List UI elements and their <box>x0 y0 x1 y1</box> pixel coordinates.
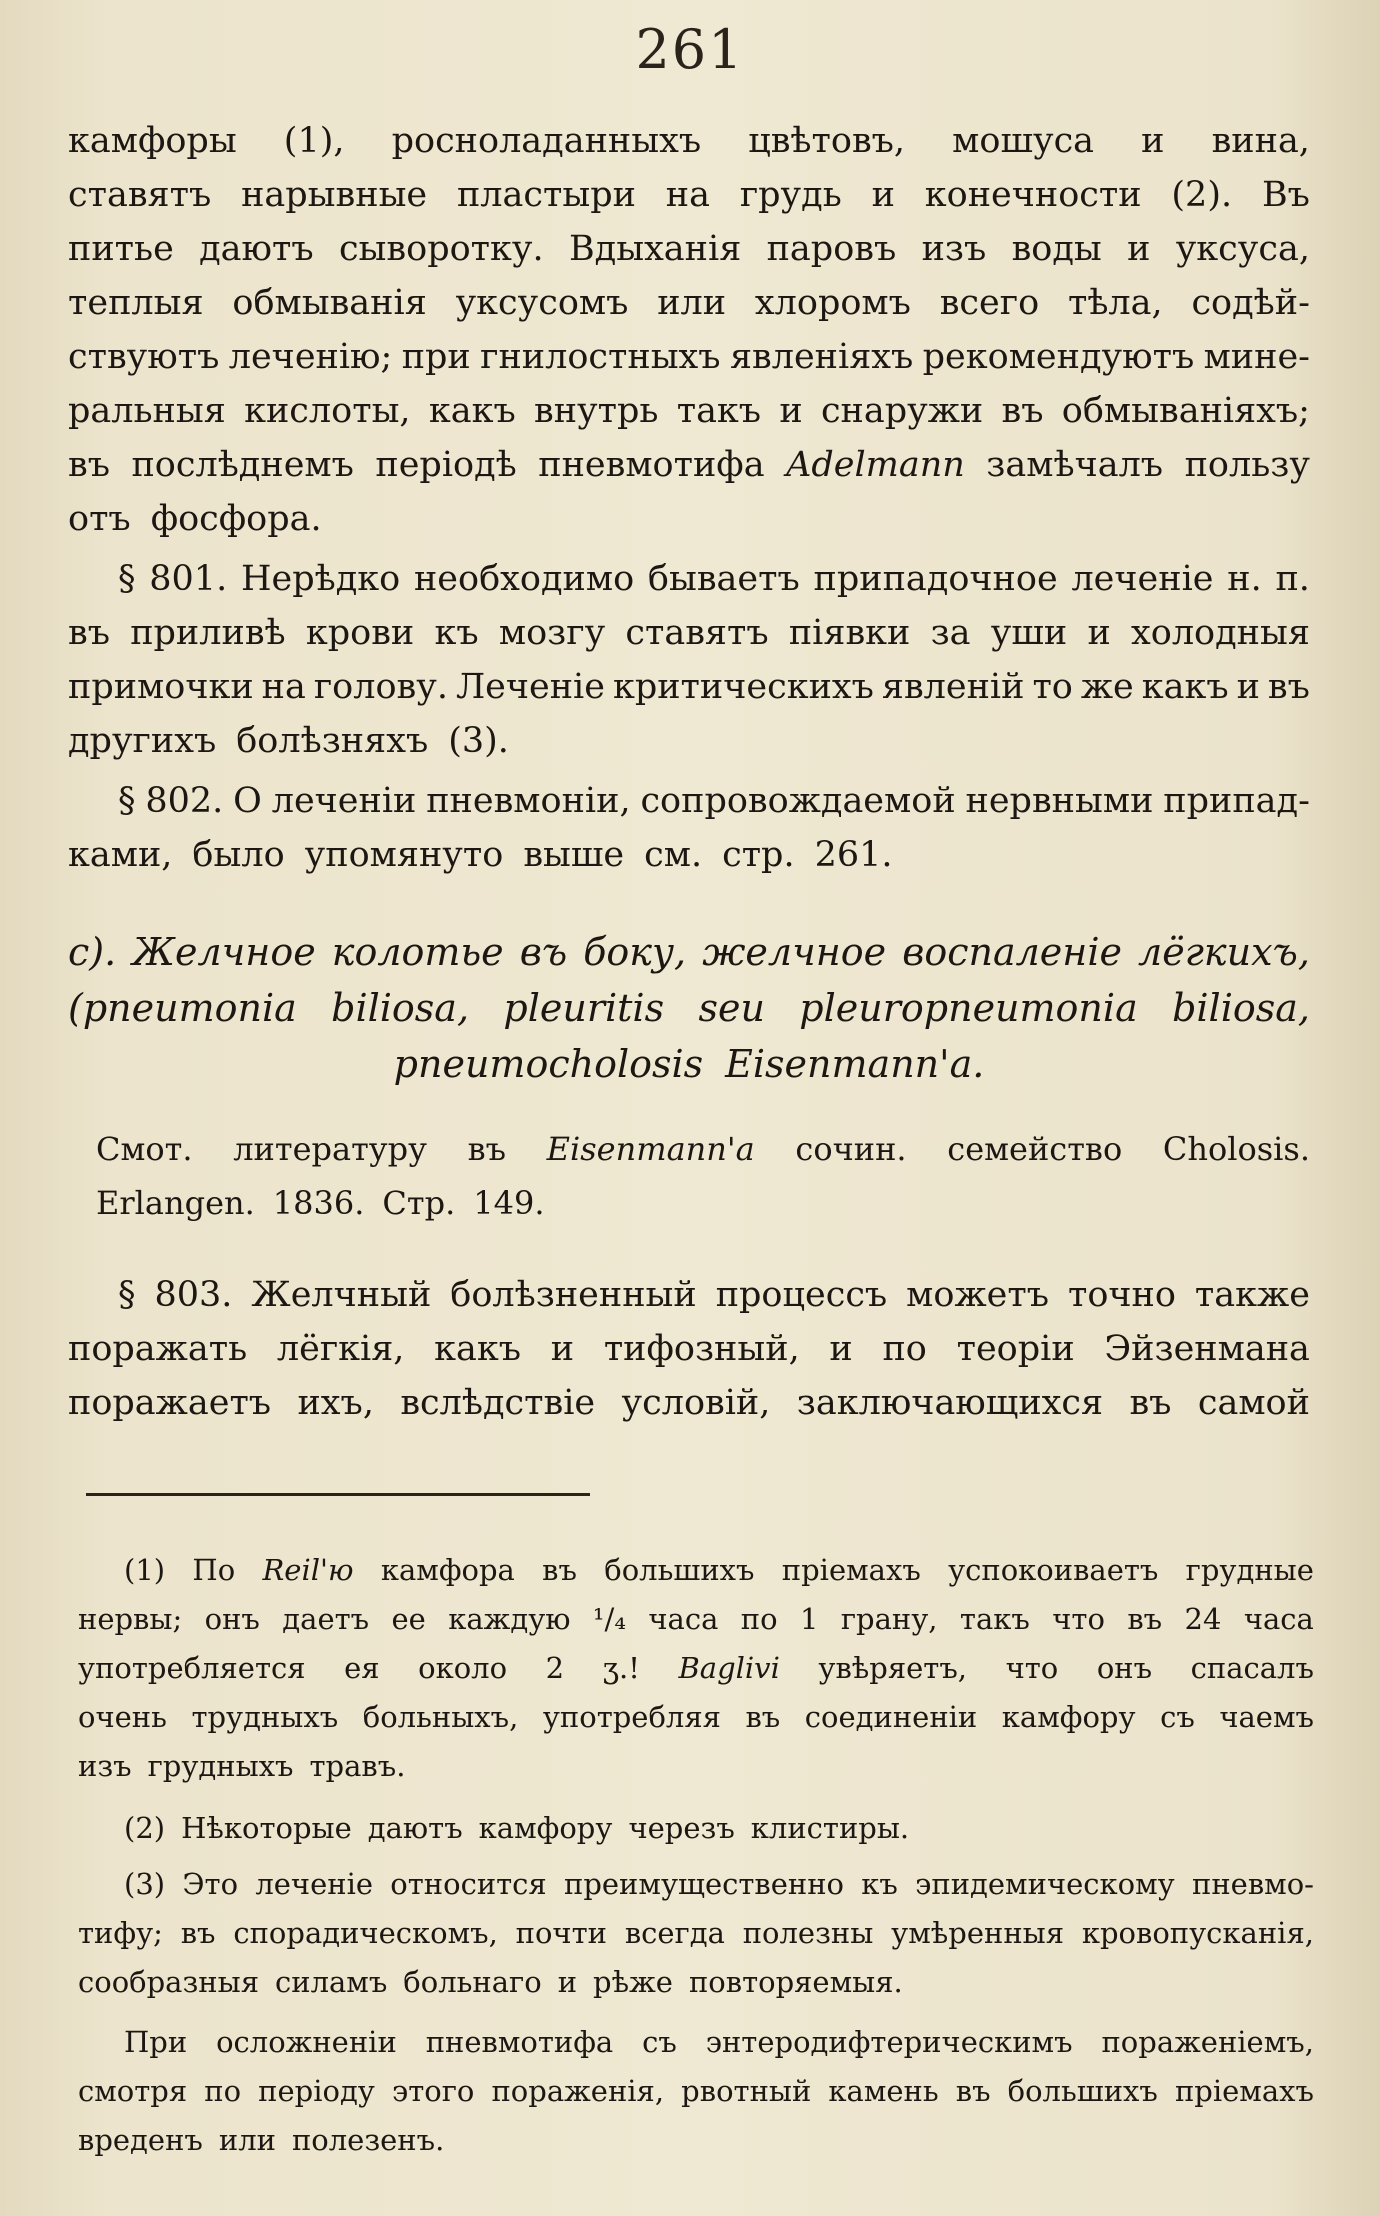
text-line: камфоры (1), росноладанныхъ цвѣтовъ, мошуса и вина, <box>68 121 1310 161</box>
footnote-2 <box>78 1804 1314 1853</box>
text-line: сообразныя силамъ больнаго и рѣже повторяемыя. <box>78 1965 903 1999</box>
text-line: въ послѣднемъ періодѣ пневмотифа Adelmann замѣчалъ пользу <box>68 445 1310 485</box>
paragraph-801 <box>68 552 1310 768</box>
text-line: c). Желчное колотье въ боку, желчное воспаленіе лёгкихъ, <box>68 930 1310 974</box>
text-line: (2) Нѣкоторые даютъ камфору черезъ клистиры. <box>124 1811 910 1845</box>
text-line: нервы; онъ даетъ ее каждую ¹/₄ часа по 1 грану, такъ что въ 24 часа <box>78 1602 1314 1636</box>
text-line: (3) Это леченіе относится преимущественно къ эпидемическому пневмо- <box>124 1867 1314 1901</box>
text-line: другихъ болѣзняхъ (3). <box>68 721 509 761</box>
text-line: вреденъ или полезенъ. <box>78 2123 445 2157</box>
paragraph-802 <box>68 774 1310 882</box>
footnote-3 <box>78 1860 1314 2007</box>
literature-note <box>96 1122 1310 1230</box>
text-line: отъ фосфора. <box>68 499 322 539</box>
text-line: ствуютъ леченію; при гнилостныхъ явленіяхъ рекомендуютъ мине- <box>68 337 1310 377</box>
text-line: теплыя обмыванія уксусомъ или хлоромъ всего тѣла, содѣй- <box>68 283 1310 323</box>
text-line: питье даютъ сыворотку. Вдыханія паровъ изъ воды и уксуса, <box>68 229 1310 269</box>
text-line: (1) По Reil'ю камфора въ большихъ пріемахъ успокоиваетъ грудные <box>124 1553 1314 1587</box>
text-line: тифу; въ спорадическомъ, почти всегда полезны умѣренныя кровопусканія, <box>78 1916 1314 1950</box>
text-line: смотря по періоду этого пораженія, рвотный камень въ большихъ пріемахъ <box>78 2074 1314 2108</box>
text-line: очень трудныхъ больныхъ, употребляя въ соединеніи камфору съ чаемъ <box>78 1700 1314 1734</box>
page-number: 261 <box>635 18 745 81</box>
text-line: § 801. Нерѣдко необходимо бываетъ припадочное леченіе н. п. <box>118 559 1310 599</box>
text-line: При осложненіи пневмотифа съ энтеродифтерическимъ пораженіемъ, <box>124 2025 1314 2059</box>
text-line: поражаетъ ихъ, вслѣдствіе условій, заключающихся въ самой <box>68 1383 1310 1423</box>
paragraph-803 <box>68 1268 1310 1430</box>
text-line: ральныя кислоты, какъ внутрь такъ и снаружи въ обмываніяхъ; <box>68 391 1310 431</box>
section-heading <box>68 924 1310 1092</box>
footnote-separator <box>86 1493 590 1496</box>
text-line: (pneumonia biliosa, pleuritis seu pleuropneumonia biliosa, <box>68 986 1310 1030</box>
text-line: pneumocholosis Eisenmann'a. <box>393 1042 985 1086</box>
text-line: § 803. Желчный болѣзненный процессъ можетъ точно также <box>118 1275 1310 1315</box>
text-line: Смот. литературу въ Eisenmann'a сочин. семейство Cholosis. <box>96 1130 1310 1168</box>
footnote-1 <box>78 1546 1314 1791</box>
text-line: поражать лёгкія, какъ и тифозный, и по теоріи Эйзенмана <box>68 1329 1310 1369</box>
text-line: примочки на голову. Леченіе критическихъ явленій то же какъ и въ <box>68 667 1310 707</box>
paragraph-main <box>68 114 1310 546</box>
text-line: § 802. О леченіи пневмоніи, сопровождаемой нервными припад- <box>118 781 1310 821</box>
text-line: Erlangen. 1836. Стр. 149. <box>96 1184 545 1222</box>
text-line: ставятъ нарывные пластыри на грудь и конечности (2). Въ <box>68 175 1310 215</box>
footnote-extra <box>78 2018 1314 2165</box>
text-line: въ приливѣ крови къ мозгу ставятъ піявки за уши и холодныя <box>68 613 1310 653</box>
text-line: изъ грудныхъ травъ. <box>78 1749 406 1783</box>
text-line: употребляется ея около 2 ʒ.! Baglivi увѣряетъ, что онъ спасалъ <box>78 1651 1314 1685</box>
text-line: ками, было упомянуто выше см. стр. 261. <box>68 835 893 875</box>
